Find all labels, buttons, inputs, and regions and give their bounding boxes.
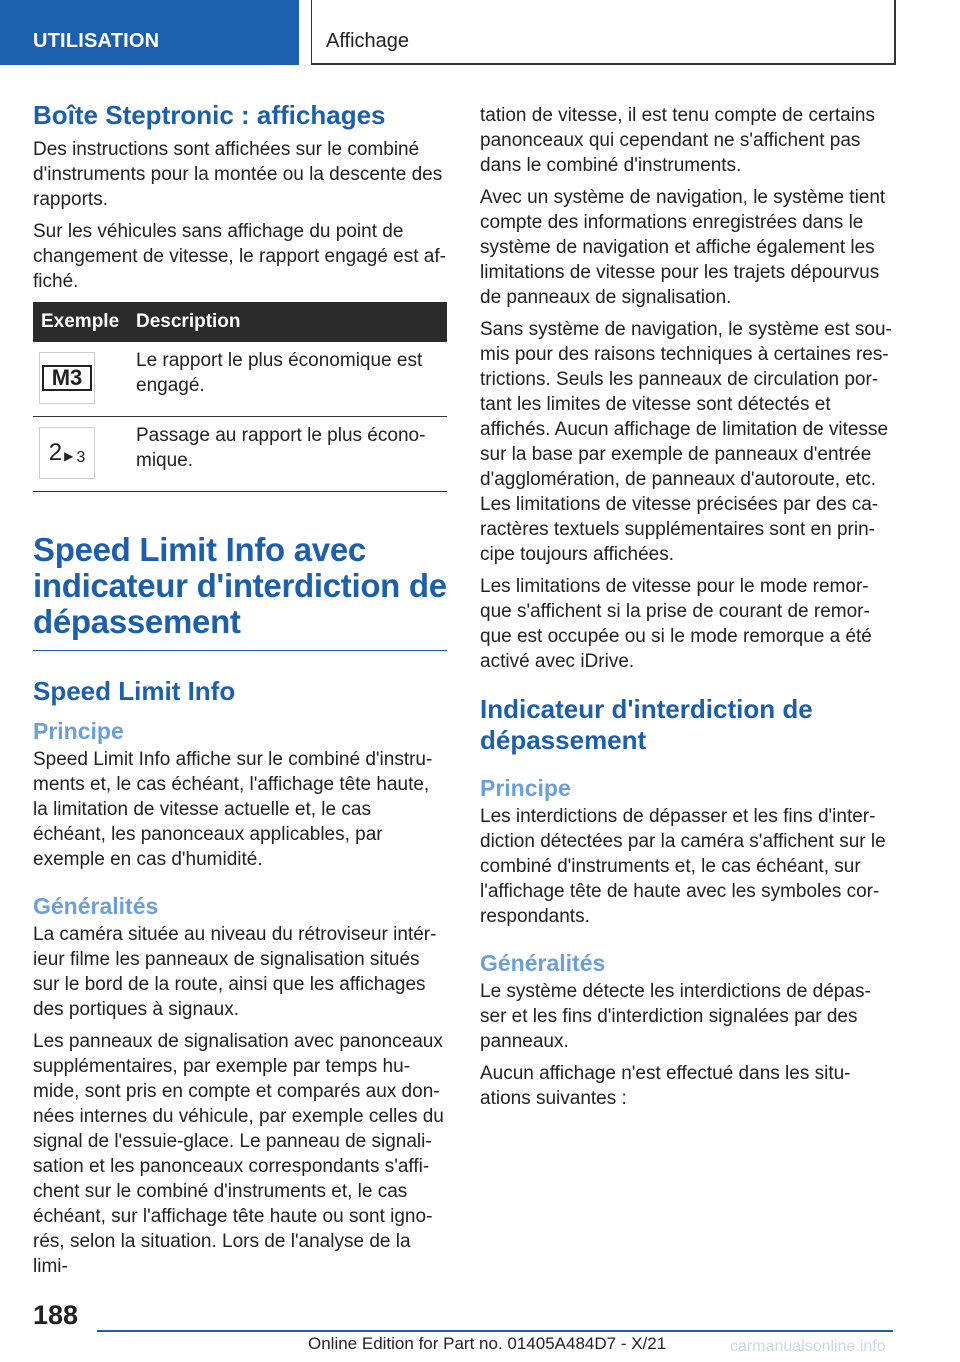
paragraph: Les panneaux de signalisation avec panonceaux supplémentaires, par exemple par temps hu-mide, sont pris en compte et comparés aux don-nées internes du véhicule, par exemple celles du signal de l'essuie-glace. Le panneau de signali-sation et les panonceaux correspondants s'affi-chent sur le combiné d'instruments et, le cas échéant, sur l'affichage tête haute ou sont igno-rés, selon la situation. Lors de l'analyse de la limi- bbox=[33, 1031, 444, 1277]
paragraph: Le système détecte les interdictions de dépas-ser et les fins d'interdiction signalées par des panneaux. bbox=[480, 981, 871, 1052]
edition-note: Online Edition for Part no. 01405A484D7 - X/21 bbox=[308, 1334, 667, 1353]
paragraph: tation de vitesse, il est tenu compte de certains panonceaux qui cependant ne s'affichent pas dans le combiné d'instruments. bbox=[480, 105, 875, 176]
column-header-description: Description bbox=[136, 311, 241, 332]
right-column bbox=[480, 103, 894, 1118]
heading-generalites: Généralités bbox=[480, 950, 606, 976]
paragraph: Les interdictions de dépasser et les fins d'inter-diction détectées par la caméra s'affichent sur le combiné d'instruments et, le cas échéant, sur l'affichage tête de haute avec les symboles cor-respondants. bbox=[480, 806, 886, 927]
footer-divider bbox=[97, 1330, 893, 1332]
paragraph: La caméra située au niveau du rétroviseur intér-ieur filme les panneaux de signalisation situés sur le bord de la route, ainsi que les affichages des portiques à signaux. bbox=[33, 924, 437, 1020]
paragraph: Sur les véhicules sans affichage du point de changement de vitesse, le rapport engagé est af-fiché. bbox=[33, 221, 446, 292]
heading-steptronic: Boîte Steptronic : affichages bbox=[33, 100, 386, 130]
heading-indicateur: Indicateur d'interdiction de dépassement bbox=[480, 694, 813, 755]
title-divider bbox=[33, 650, 447, 651]
chapter-title: Affichage bbox=[326, 30, 410, 52]
gear-from: 2 bbox=[48, 439, 63, 466]
main-title: Speed Limit Info avec indicateur d'interdiction de dépassement bbox=[33, 531, 447, 640]
table-cell-description: Le rapport le plus économique est engagé. bbox=[136, 350, 423, 396]
heading-speed-limit-info: Speed Limit Info bbox=[33, 676, 236, 706]
watermark: carmanualsonline.info bbox=[730, 1338, 886, 1355]
table-header bbox=[33, 302, 447, 342]
gear-display-table bbox=[33, 302, 447, 492]
gear-to: 3 bbox=[76, 449, 86, 466]
paragraph: Avec un système de navigation, le système tient compte des informations enregistrées dans le système de navigation et affiche également les limitations de vitesse pour les trajets dépourvus de panneaux de signalisation. bbox=[480, 187, 886, 308]
column-header-example: Exemple bbox=[41, 311, 120, 332]
gear-label: M3 bbox=[42, 365, 92, 391]
paragraph: Les limitations de vitesse pour le mode remor-que s'affichent si la prise de courant de remor-que est occupée ou si le mode remorque a été activé avec iDrive. bbox=[480, 576, 872, 672]
paragraph: Sans système de navigation, le système est sou-mis pour des raisons techniques à certaines res-trictions. Seuls les panneaux de circulation por-tant les limites de vitesse sont détectés et affichés. Aucun affichage de limitation de vitesse sur la base par exemple de panneaux d'entrée d'agglomération, de panneaux d'autoroute, etc. Les limitations de vitesse précisées par des ca-ractères textuels supplémentaires sont en prin-cipe toujours affichées. bbox=[480, 319, 892, 565]
heading-principe: Principe bbox=[33, 718, 124, 744]
paragraph: Speed Limit Info affiche sur le combiné d'instru-ments et, le cas échéant, l'affichage tête haute, la limitation de vitesse actuelle et, le cas échéant, les panonceaux applicables, par exemple en cas d'humidité. bbox=[33, 749, 433, 870]
gear-m3-icon bbox=[39, 352, 95, 404]
paragraph: Des instructions sont affichées sur le combiné d'instruments pour la montée ou la descente des rapports. bbox=[33, 139, 443, 210]
chapter-tab bbox=[311, 0, 896, 65]
page-number: 188 bbox=[33, 1300, 79, 1330]
section-title: UTILISATION bbox=[33, 30, 160, 52]
table-row bbox=[33, 342, 447, 417]
section-tab bbox=[0, 0, 299, 65]
heading-generalites: Généralités bbox=[33, 893, 159, 919]
arrow-right-icon: ▶ bbox=[64, 449, 74, 463]
gear-shift-up-icon bbox=[39, 427, 95, 479]
table-row bbox=[33, 417, 447, 492]
paragraph: Aucun affichage n'est effectué dans les situ-ations suivantes : bbox=[480, 1063, 851, 1109]
heading-principe: Principe bbox=[480, 775, 571, 801]
left-column bbox=[33, 100, 447, 1286]
table-cell-description: Passage au rapport le plus écono-mique. bbox=[136, 425, 426, 471]
